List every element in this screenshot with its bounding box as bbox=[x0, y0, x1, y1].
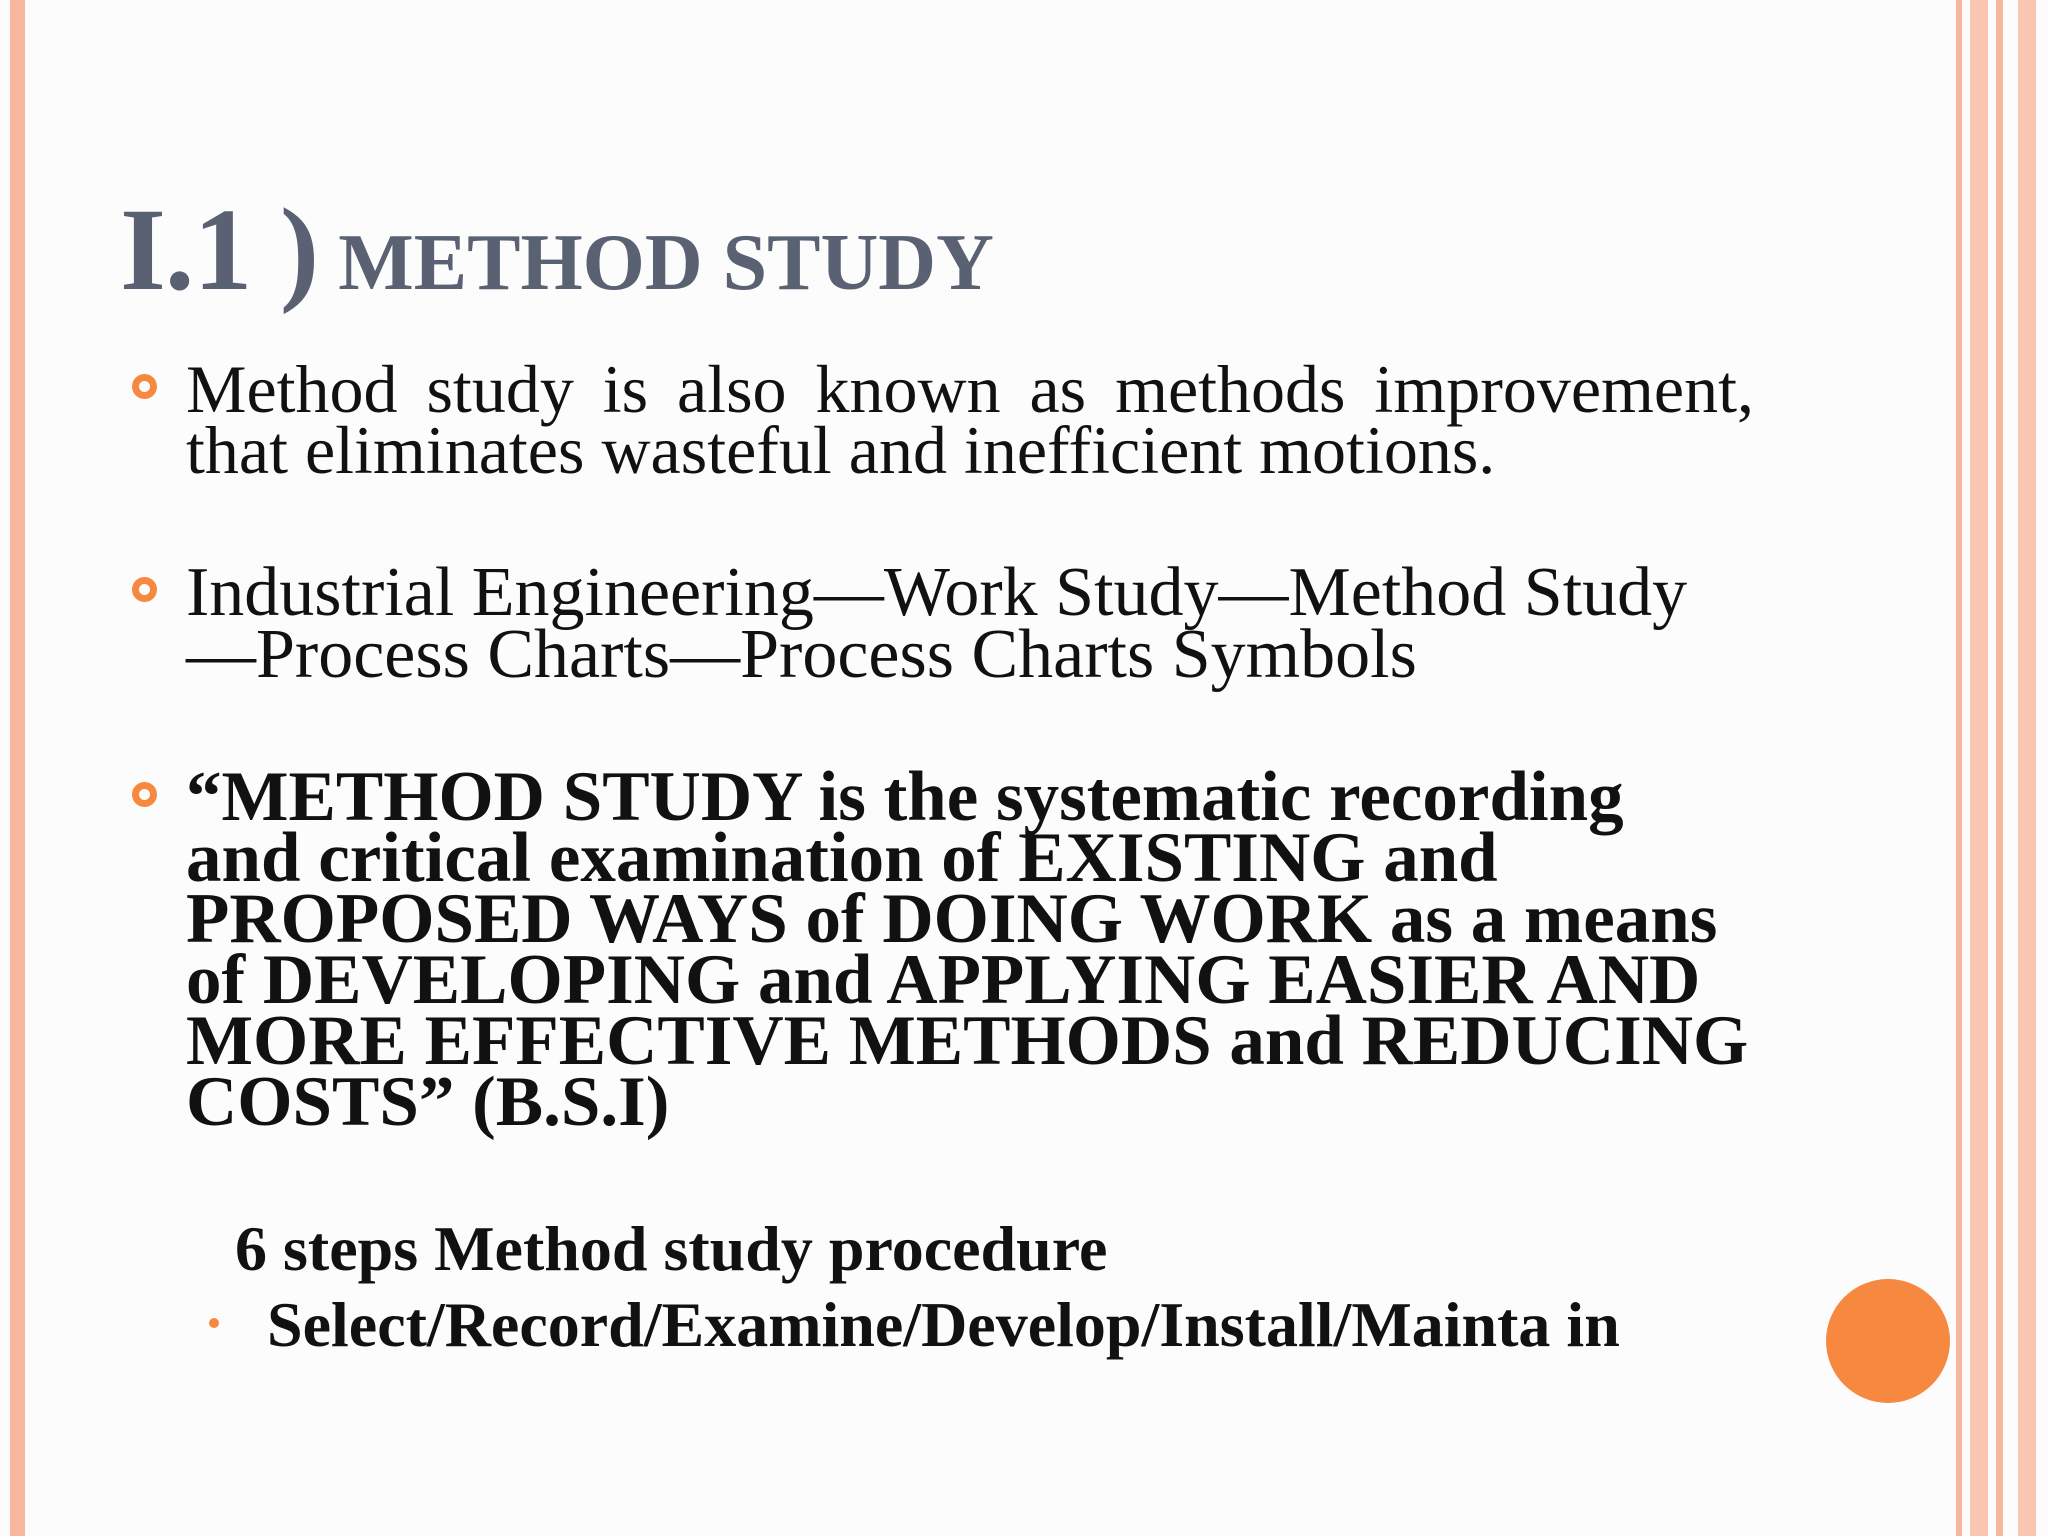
right-decorative-stripe bbox=[1970, 0, 1988, 1536]
title-text: METHOD STUDY bbox=[338, 219, 994, 307]
procedure-steps-text: Select/Record/Examine/Develop/Install/Mainta in bbox=[267, 1289, 1620, 1360]
right-decorative-stripe bbox=[2018, 0, 2036, 1536]
right-decorative-stripe bbox=[1996, 0, 2003, 1536]
title-number: I.1 ) bbox=[120, 184, 319, 315]
ring-bullet-icon bbox=[132, 782, 157, 807]
bullet-item bbox=[186, 351, 1754, 488]
slide-title bbox=[120, 182, 994, 318]
bullet-text: Method study is also known as methods improvement, that eliminates wasteful and inefficient motions. bbox=[186, 351, 1754, 488]
orange-circle-decoration bbox=[1826, 1279, 1950, 1403]
procedure-heading: 6 steps Method study procedure bbox=[235, 1213, 1108, 1284]
ring-bullet-icon bbox=[132, 374, 157, 399]
bullet-text: “METHOD STUDY is the systematic recording and critical examination of EXISTING and PROPOSED WAYS of DOING WORK as a means of DEVELOPING and APPLYING EASIER AND MORE EFFECTIVE METHODS and REDUCING COSTS” (B.S.I) bbox=[186, 758, 1749, 1141]
ring-bullet-icon bbox=[132, 577, 157, 602]
dot-bullet-icon bbox=[209, 1318, 219, 1328]
procedure-steps bbox=[267, 1289, 1767, 1360]
bullet-item bbox=[186, 758, 1754, 1141]
left-decorative-stripe bbox=[10, 0, 25, 1536]
bullet-text: Industrial Engineering—Work Study—Method Study—Process Charts—Process Charts Symbols bbox=[186, 554, 1688, 693]
bullet-item bbox=[186, 554, 1754, 693]
right-decorative-stripe bbox=[1956, 0, 1962, 1536]
